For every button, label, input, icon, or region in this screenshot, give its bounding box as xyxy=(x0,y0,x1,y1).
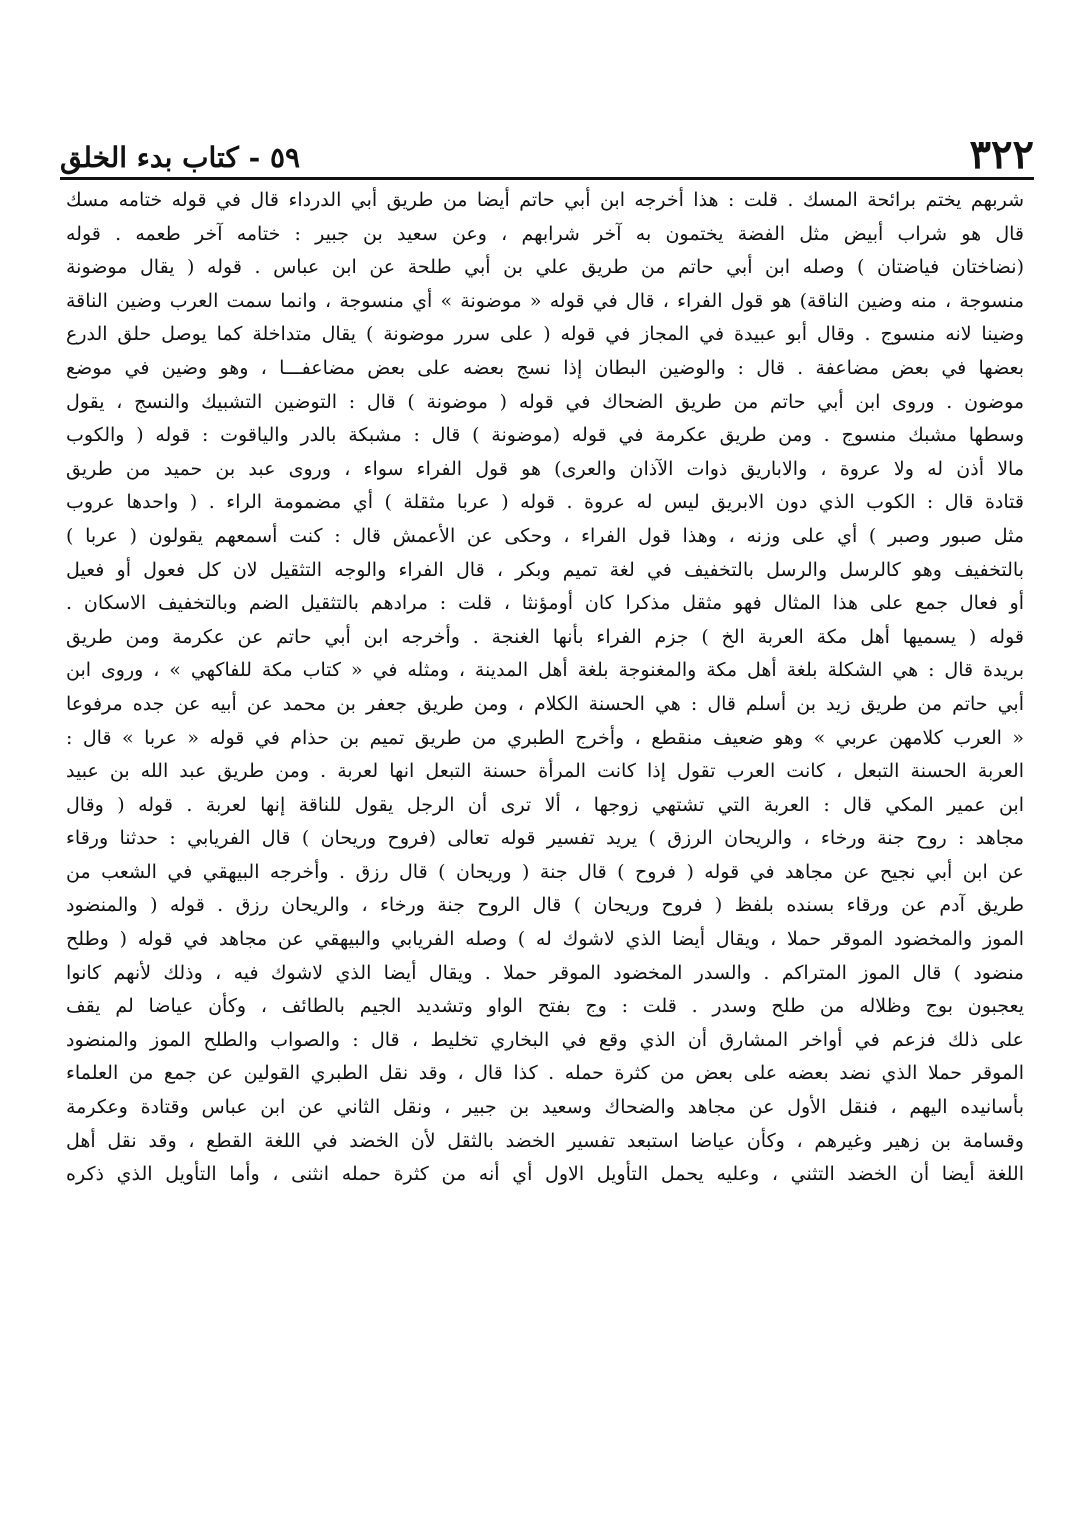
text-line: الموقر حملا الذي نضد بعضه على بعض من كثرة حمله . كذا قال ، وقد نقل الطبري القولين عن جمع من العلماء xyxy=(66,1062,1024,1085)
text-line: بريدة قال : هي الشكلة بلغة أهل مكة والمغنوجة بلغة أهل المدينة ، ومثله في « كتاب مكة للفاكهي » ، وروى ابن xyxy=(66,659,1024,682)
text-line: على ذلك فزعم في أواخر المشارق أن الذي وقع في البخاري تخليط ، قال : والصواب والطلح الموز والمنضود xyxy=(66,1028,1024,1051)
text-line: عن ابن أبي نجيح عن مجاهد في قوله ( فروح ) قال جنة ( وريحان ) قال رزق . وأخرجه البيهقي في الشعب من xyxy=(66,860,1024,883)
header-divider xyxy=(60,177,1034,180)
text-line: « العرب كلامهن عربي » وهو ضعيف منقطع ، وأخرج الطبري من طريق تميم بن حذام في قوله « عربا » قال : xyxy=(66,726,1024,749)
text-line: قوله ( يسميها أهل مكة العربة الخ ) جزم الفراء بأنها الغنجة . وأخرجه ابن أبي حاتم عن عكرمة ومن طريق xyxy=(66,625,1024,648)
text-line: وضينا لانه منسوج . وقال أبو عبيدة في المجاز في قوله ( على سرر موضونة ) يقال متداخلة كما يوصل حلق الدرع xyxy=(66,323,1024,346)
text-line: العربة الحسنة التبعل ، كانت العرب تقول إذا كانت المرأة حسنة التبعل انها لعربة . ومن طريق عبد الله بن عبيد xyxy=(66,760,1024,783)
text-line: وقسامة بن زهير وغيرهم ، وكأن عياضا استبعد تفسير الخضد بالثقل لأن الخضد في اللغة القطع ، وقد نقل أهل xyxy=(66,1129,1024,1152)
text-line: قال هو شراب أبيض مثل الفضة يختمون به آخر شرابهم ، وعن سعيد بن جبير : ختامه آخر طعمه . قوله xyxy=(66,222,1024,245)
text-line: مثل صبور وصبر ) أي على وزنه ، وهذا قول الفراء ، وحكى عن الأعمش قال : كنت أسمعهم يقولون ( عربا ) xyxy=(66,524,1024,547)
running-section-title: ٥٩ - كتاب بدء الخلق xyxy=(60,141,301,174)
text-line: منضود ) قال الموز المتراكم . والسدر المخضود الموقر حملا . ويقال أيضا الذي لاشوك فيه ، وذلك لأنهم كانوا xyxy=(66,961,1024,984)
page-number: ٣٢٢ xyxy=(969,131,1034,178)
text-line: ابن عمير المكي قال : العربة التي تشتهي زوجها ، ألا ترى أن الرجل يقول للناقة إنها لعربة . قوله ( وقال xyxy=(66,793,1024,816)
text-line: بأسانيده اليهم ، فنقل الأول عن مجاهد والضحاك وسعيد بن جبير ، ونقل الثاني عن ابن عباس وقتادة وعكرمة xyxy=(66,1096,1024,1119)
text-line: الموز والمخضود الموقر حملا ، ويقال أيضا الذي لاشوك له ) وصله الفريابي والبيهقي عن مجاهد في قوله ( وطلح xyxy=(66,928,1024,951)
text-line: مجاهد : روح جنة ورخاء ، والريحان الرزق ) يريد تفسير قوله تعالى (فروح وريحان ) قال الفريابي : حدثنا ورقاء xyxy=(66,827,1024,850)
text-line: مالا أذن له ولا عروة ، والاباريق ذوات الآذان والعرى) هو قول الفراء سواء ، وروى عبد بن حميد من طريق xyxy=(66,457,1024,480)
text-line: منسوجة ، منه وضين الناقة) هو قول الفراء ، قال في قوله « موضونة » أي منسوجة ، وانما سمت العرب وضين الناقة xyxy=(66,289,1024,312)
text-line: بالتخفيف وهو كالرسل والرسل بالتخفيف في لغة تميم وبكر ، قال الفراء والوجه التثقيل لان كل فعول أو فعيل xyxy=(66,558,1024,581)
commentary-text xyxy=(66,184,1024,1521)
text-line: وسطها مشبك منسوج . ومن طريق عكرمة في قوله (موضونة ) قال : مشبكة بالدر والياقوت : قوله ( والكوب xyxy=(66,424,1024,447)
text-line: بعضها في بعض مضاعفة . قال : والوضين البطان إذا نسج بعضه على بعض مضاعفـــا ، وهو وضين في موضع xyxy=(66,356,1024,379)
text-line: (نضاختان فياضتان ) وصله ابن أبي حاتم من طريق علي بن أبي طلحة عن ابن عباس . قوله ( يقال موضونة xyxy=(66,256,1024,279)
text-line: موضون . وروى ابن أبي حاتم من طريق الضحاك في قوله ( موضونة ) قال : التوضين التشبيك والنسج ، يقول xyxy=(66,390,1024,413)
text-line: أبي حاتم من طريق زيد بن أسلم قال : هي الحسنة الكلام ، ومن طريق جعفر بن محمد عن أبيه عن جده مرفوعا xyxy=(66,692,1024,715)
text-line: اللغة أيضا أن الخضد التثني ، وعليه يحمل التأويل الاول أي أنه من كثرة حمله انثنى ، وأما التأويل الذي ذكره xyxy=(66,1163,1024,1186)
text-line: شربهم يختم برائحة المسك . قلت : هذا أخرجه ابن أبي حاتم أيضا من طريق أبي الدرداء قال في قوله ختامه مسك xyxy=(66,189,1024,211)
text-line: يعجبون بوج وظلاله من طلح وسدر . قلت : وج بفتح الواو وتشديد الجيم بالطائف ، وكأن عياضا لم يقف xyxy=(66,995,1024,1018)
text-line: طريق آدم عن ورقاء بسنده بلفظ ( فروح وريحان ) قال الروح جنة ورخاء ، والريحان رزق . قوله ( والمنضود xyxy=(66,894,1024,917)
text-line: أو فعال جمع على هذا المثال فهو مثقل مذكرا كان أومؤنثا ، قلت : مرادهم بالتثقيل الضم وبالتخفيف الاسكان . xyxy=(66,592,1024,615)
text-line: قتادة قال : الكوب الذي دون الابريق ليس له عروة . قوله ( عربا مثقلة ) أي مضمومة الراء . ( واحدها عروب xyxy=(66,491,1024,514)
page-header xyxy=(60,128,1034,180)
